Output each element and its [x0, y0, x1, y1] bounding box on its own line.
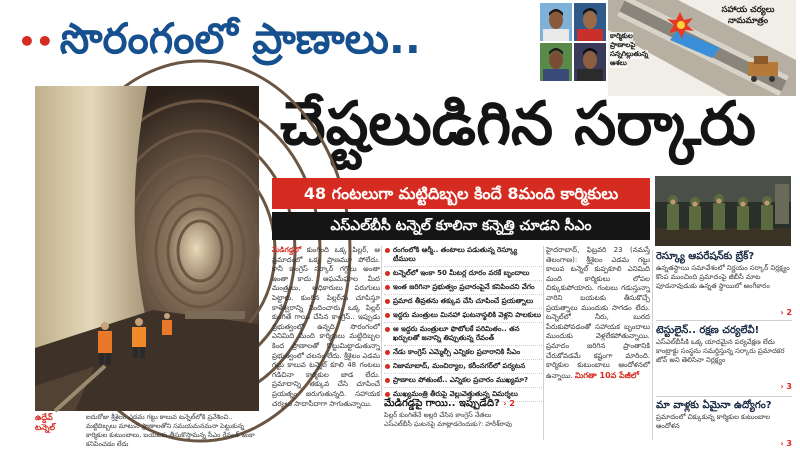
- key-point: రంగంలోకి ఆర్మీ.. తంటాలు పడుతున్న రెస్క్యూ టీములు: [384, 244, 542, 267]
- sidebar-story-page-link[interactable]: › 3: [780, 439, 792, 448]
- worker-portraits: [540, 3, 606, 81]
- related-story-title-text: మేడిగడ్డపై గాయి.. ఇప్పుడేది?: [384, 398, 500, 409]
- infographic-caption-line: కార్మికుల: [610, 32, 633, 40]
- sidebar-story-page-link[interactable]: › 2: [780, 308, 792, 317]
- sidebar-divider: [656, 320, 792, 321]
- continued-link[interactable]: మిగతా 10వ పేజీలో: [574, 370, 639, 380]
- key-point: ప్రాణాలు పోతుంటే.. ఎన్నికల ప్రచారం ముఖ్యమా?: [384, 374, 542, 388]
- key-point: నిజామాబాద్, మంచిర్యాల, కరీంనగర్‌లో పర్యటన: [384, 360, 542, 374]
- worker-portrait[interactable]: [540, 43, 572, 81]
- sidebar-story-summary: ఎస్‌ఎల్‌బీసీకి ఒక్క యాదమైన పర్యవేక్షణ లేదు కాంట్రాక్టు సంస్థను సమర్థిస్తున్న సర్కారు ప్రమాదకర జోన్ అని తెలిసినా నిర్లక్ష్యం: [656, 338, 785, 364]
- kicker-text: సొరంగంలో ప్రాణాలు..: [59, 14, 421, 63]
- related-story-line: ఎస్‌ఎల్‌బీసీ ఘటనపై మాట్లాడరెందుకు?: హరీశ్‌రావు: [384, 419, 512, 428]
- kicker-mark: ••: [18, 24, 54, 58]
- sidebar-divider: [656, 396, 792, 397]
- dateline-article: [546, 246, 650, 442]
- key-point: నేడు కాంగ్రెస్ ఎమ్మెల్సీ ఎన్నికల ప్రచారానికి సీఎం: [384, 346, 542, 360]
- infographic-caption-line: సన్నగిల్లుతున్న: [610, 50, 649, 58]
- column-divider: [652, 250, 653, 440]
- column-divider: [381, 246, 382, 396]
- sidebar-story[interactable]: [656, 399, 792, 450]
- tunnel-photo-image: [35, 86, 259, 411]
- related-story-title: [384, 397, 544, 411]
- related-story-line: పిల్లర్ కుంగితేనే అల్లరి చేసిన కాంగ్రెస్ నేతలు: [384, 411, 492, 419]
- worker-portrait[interactable]: [574, 3, 606, 41]
- sidebar-story-title: రెస్క్యూ ఆపరేషన్‌కు బ్రేక్?: [656, 251, 755, 262]
- kicker-headline[interactable]: [18, 10, 534, 70]
- infographic-title-line: నామమాత్రం: [727, 16, 769, 26]
- dateline-article-body: హైదరాబాద్, ఫిబ్రవరి 23 (నమస్తే తెలంగాణ): శ్రీశైలం ఎడమ గట్టు కాలువ టన్నెల్ కుప్పకూలి ఎనిమిది మంది కార్మికులు లోపల చిక్కుకుపోయారు. గంటలు గడుస్తున్నా వారిని బయటకు తీసుకొచ్చే ప్రయత్నాలు ముందుకు సాగడం లేదు. టన్నెల్‌లో నీరు, బురద పేరుకుపోవడంతో సహాయక బృందాలు ముందుకు వెళ్లలేకపోతున్నాయి. ప్రమాదం జరిగిన ప్రాంతానికి చేరుకోవడమే కష్టంగా మారింది. కార్మికుల కుటుంబాలు ఆందోళనలో ఉన్నాయి.: [546, 246, 650, 380]
- black-subheadline-banner[interactable]: ఎస్‌ఎల్‌బీసీ టన్నెల్ కూలినా కన్నెత్తి చూడని సీఎం: [272, 212, 650, 240]
- tunnel-photo[interactable]: [35, 86, 259, 411]
- infographic-title-line: సహాయ చర్యలు: [721, 5, 775, 15]
- sidebar-story-title: మా వాళ్లకు ఏమైనా ఉద్యోగం?: [656, 400, 772, 411]
- key-point: టన్నెల్‌లో ఇంకా 50 మీటర్ల దూరం వరకే బృందాలు: [384, 267, 542, 281]
- lead-article-opening: మేడిగడ్డలో: [272, 246, 302, 254]
- photo-label-line: టన్నెల్: [35, 423, 56, 432]
- key-point: ముఖ్యమంత్రి తీరుపై వెల్లువెత్తుతున్న విమర్శలు: [384, 388, 542, 402]
- key-point: ప్రమాద తీవ్రతను తక్కువ చేసి చూపించే ప్రయత్నాలు: [384, 295, 542, 309]
- sidebar-story[interactable]: [656, 250, 792, 319]
- army-rescue-photo[interactable]: [655, 176, 791, 246]
- main-headline[interactable]: చేష్టలుడిగిన సర్కారు: [280, 89, 756, 159]
- worker-portrait[interactable]: [540, 3, 572, 41]
- sidebar-story[interactable]: [656, 324, 792, 393]
- infographic-caption: [610, 32, 676, 68]
- lead-article-body: కుంగింది ఒక్క పిల్లర్, ఆ ప్రమాదంలో ఒక్క ప్రాణమూ పోలేదు. కానీ కాంగ్రెస్ సర్కార్ గగ్గోలు అంతా ఇంతా కాదు. ఆఘమేఘాల మీద మంత్రులు, అధికారులు పరుగులు పెట్టారు. కుంగిన పిల్లర్‌ను చూపిస్తూ కాళేశ్వరాన్ని నిందించారు. ఒక్క పిల్లర్ కుంగితే గాయి చేసిన కాంగ్రెస్.. ఇప్పుడు ప్రభుత్వంలో ఉన్నది. సొరంగంలో ఎనిమిది మంది కార్మికులు మట్టిదిబ్బల కింద ప్రాణాలతో కొట్టుమిట్టాడుతున్నా ప్రభుత్వంలో చలనం లేదు. శ్రీశైలం ఎడమ గట్టు కాలువ టన్నెల్ కూలి 48 గంటలు గడిచినా కార్మికుల జాడ లేదు. ప్రమాదాన్ని తక్కువ చేసి చూపించే ప్రయత్నం జరుగుతున్నది. సహాయక చర్యలు సాదాసీదాగా సాగుతున్నాయి.: [272, 246, 380, 408]
- sidebar-story-summary: ఉన్నతస్థాయి సమావేశంలో నిర్ణయం సర్కార్ నిర్లక్ష్యం కొంప ముంచింది ప్రమాదంపై జీబీసీ మాట పూడనావుడుకు ఉన్నత స్థాయిలో అంగీకారం: [656, 264, 790, 290]
- related-story[interactable]: [384, 397, 544, 442]
- sidebar-story-summary: ప్రమాదంలో చిక్కుకున్న కార్మికుల కుటుంబాల ఆందోళన: [656, 413, 771, 430]
- photo-label: [35, 413, 83, 442]
- photo-caption: ఐదురోజు శ్రీశైలం ఎడమ గట్టు కాలువ టన్నెల్‌లోకి ప్రవేశించి.. మట్టిదిబ్బలు మాటున ప్రాణాలతోని సమయమనమనా పెట్టుకున్న కార్మికుల కుటుంబాలు, బయటకు తీసుకొస్తామన్న సీఎం రేవంత్ ఇంకా కనిపించడం లేదు: [86, 413, 255, 448]
- worker-portrait[interactable]: [574, 43, 606, 81]
- infographic-caption-line: ఆశలు: [610, 59, 627, 67]
- red-subheadline-banner[interactable]: 48 గంటలుగా మట్టిదిబ్బల కిందే 8మంది కార్మికులు: [272, 178, 650, 209]
- related-story-page-link[interactable]: › 2: [503, 399, 515, 408]
- key-point: ఆ ఇద్దరు మంత్రులూ ఫొటోలకే పరిమితం.. తన ఖర్చులతో జనాన్ని తిప్పుతున్న రేవంత్: [384, 323, 542, 346]
- key-points-list: [384, 244, 542, 396]
- sidebar-story-title: టెస్టులైన్.. రక్షణ చర్యలేవీ!: [656, 325, 760, 336]
- infographic-title: [704, 5, 792, 27]
- photo-label-line: ఉద్దేవ్: [35, 413, 53, 422]
- army-rescue-image: [655, 176, 791, 246]
- sidebar-story-page-link[interactable]: › 3: [780, 382, 792, 391]
- lead-article: [272, 246, 380, 442]
- key-point: ఇంత జరిగినా ప్రభుత్వం ప్రచారంపైనే కనిపించని వేగం: [384, 281, 542, 295]
- infographic-caption-line: ప్రాణాలపై: [610, 41, 636, 49]
- key-point: ఇద్దరు మంత్రులు మినహా ఘటనాస్థలికి వెళ్లని పాలకులు: [384, 309, 542, 323]
